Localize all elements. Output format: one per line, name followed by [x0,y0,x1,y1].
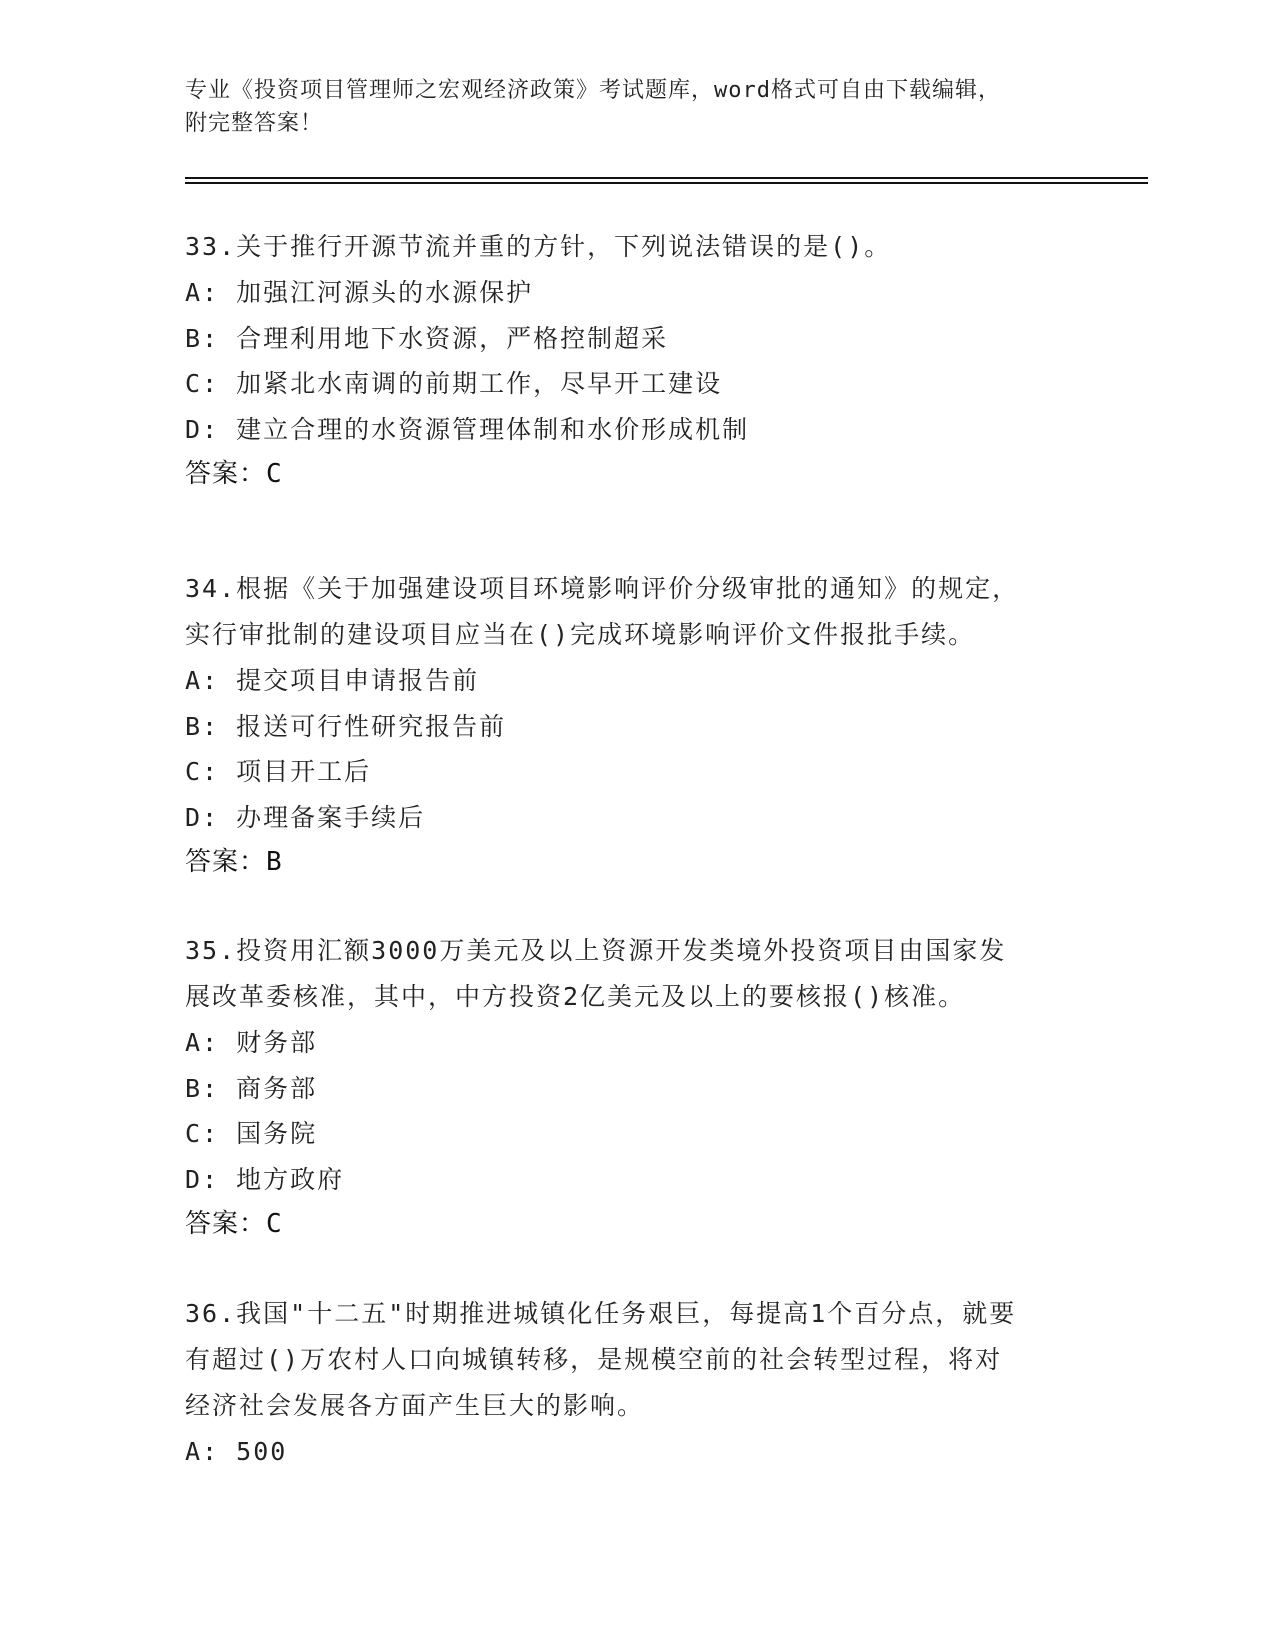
answer: 答案：B [185,847,283,877]
option-d: D: 办理备案手续后 [185,802,426,832]
header-divider-top [185,177,1148,179]
option-b: B: 报送可行性研究报告前 [185,711,507,741]
answer: 答案：C [185,1209,283,1239]
option-d: D: 建立合理的水资源管理体制和水价形成机制 [185,414,750,444]
question-text-line-1: 35.投资用汇额3000万美元及以上资源开发类境外投资项目由国家发 [185,936,1007,965]
question-text-line-2: 有超过()万农村人口向城镇转移，是规模空前的社会转型过程，将对 [185,1345,1003,1374]
option-b: B: 商务部 [185,1073,318,1103]
question-35 [185,928,1085,1247]
option-b: B: 合理利用地下水资源，严格控制超采 [185,323,669,353]
header-divider-bottom [185,182,1148,184]
header-line-2: 附完整答案！ [185,111,324,136]
option-a: A: 加强江河源头的水源保护 [185,278,534,307]
option-a: A: 财务部 [185,1028,318,1057]
option-a: A: 500 [185,1437,288,1466]
answer: 答案：C [185,459,283,489]
document-header [185,74,1085,140]
header-line-1: 专业《投资项目管理师之宏观经济政策》考试题库，word格式可自由下载编辑， [185,78,1001,103]
option-a: A: 提交项目申请报告前 [185,666,480,695]
question-text-line-2: 实行审批制的建设项目应当在()完成环境影响评价文件报批手续。 [185,620,976,649]
question-33 [185,224,1085,497]
question-text-line-1: 36.我国"十二五"时期推进城镇化任务艰巨，每提高1个百分点，就要 [185,1299,1017,1328]
question-34 [185,566,1085,885]
question-text-line-1: 34.根据《关于加强建设项目环境影响评价分级审批的通知》的规定， [185,574,1020,603]
question-36 [185,1291,1085,1475]
question-text-line-3: 经济社会发展各方面产生巨大的影响。 [185,1391,645,1420]
question-text-line-2: 展改革委核准，其中，中方投资2亿美元及以上的要核报()核准。 [185,982,966,1011]
option-c: C: 国务院 [185,1119,318,1148]
option-c: C: 加紧北水南调的前期工作，尽早开工建设 [185,369,723,398]
option-c: C: 项目开工后 [185,757,372,786]
option-d: D: 地方政府 [185,1164,345,1194]
question-text: 33.关于推行开源节流并重的方针，下列说法错误的是()。 [185,232,892,261]
